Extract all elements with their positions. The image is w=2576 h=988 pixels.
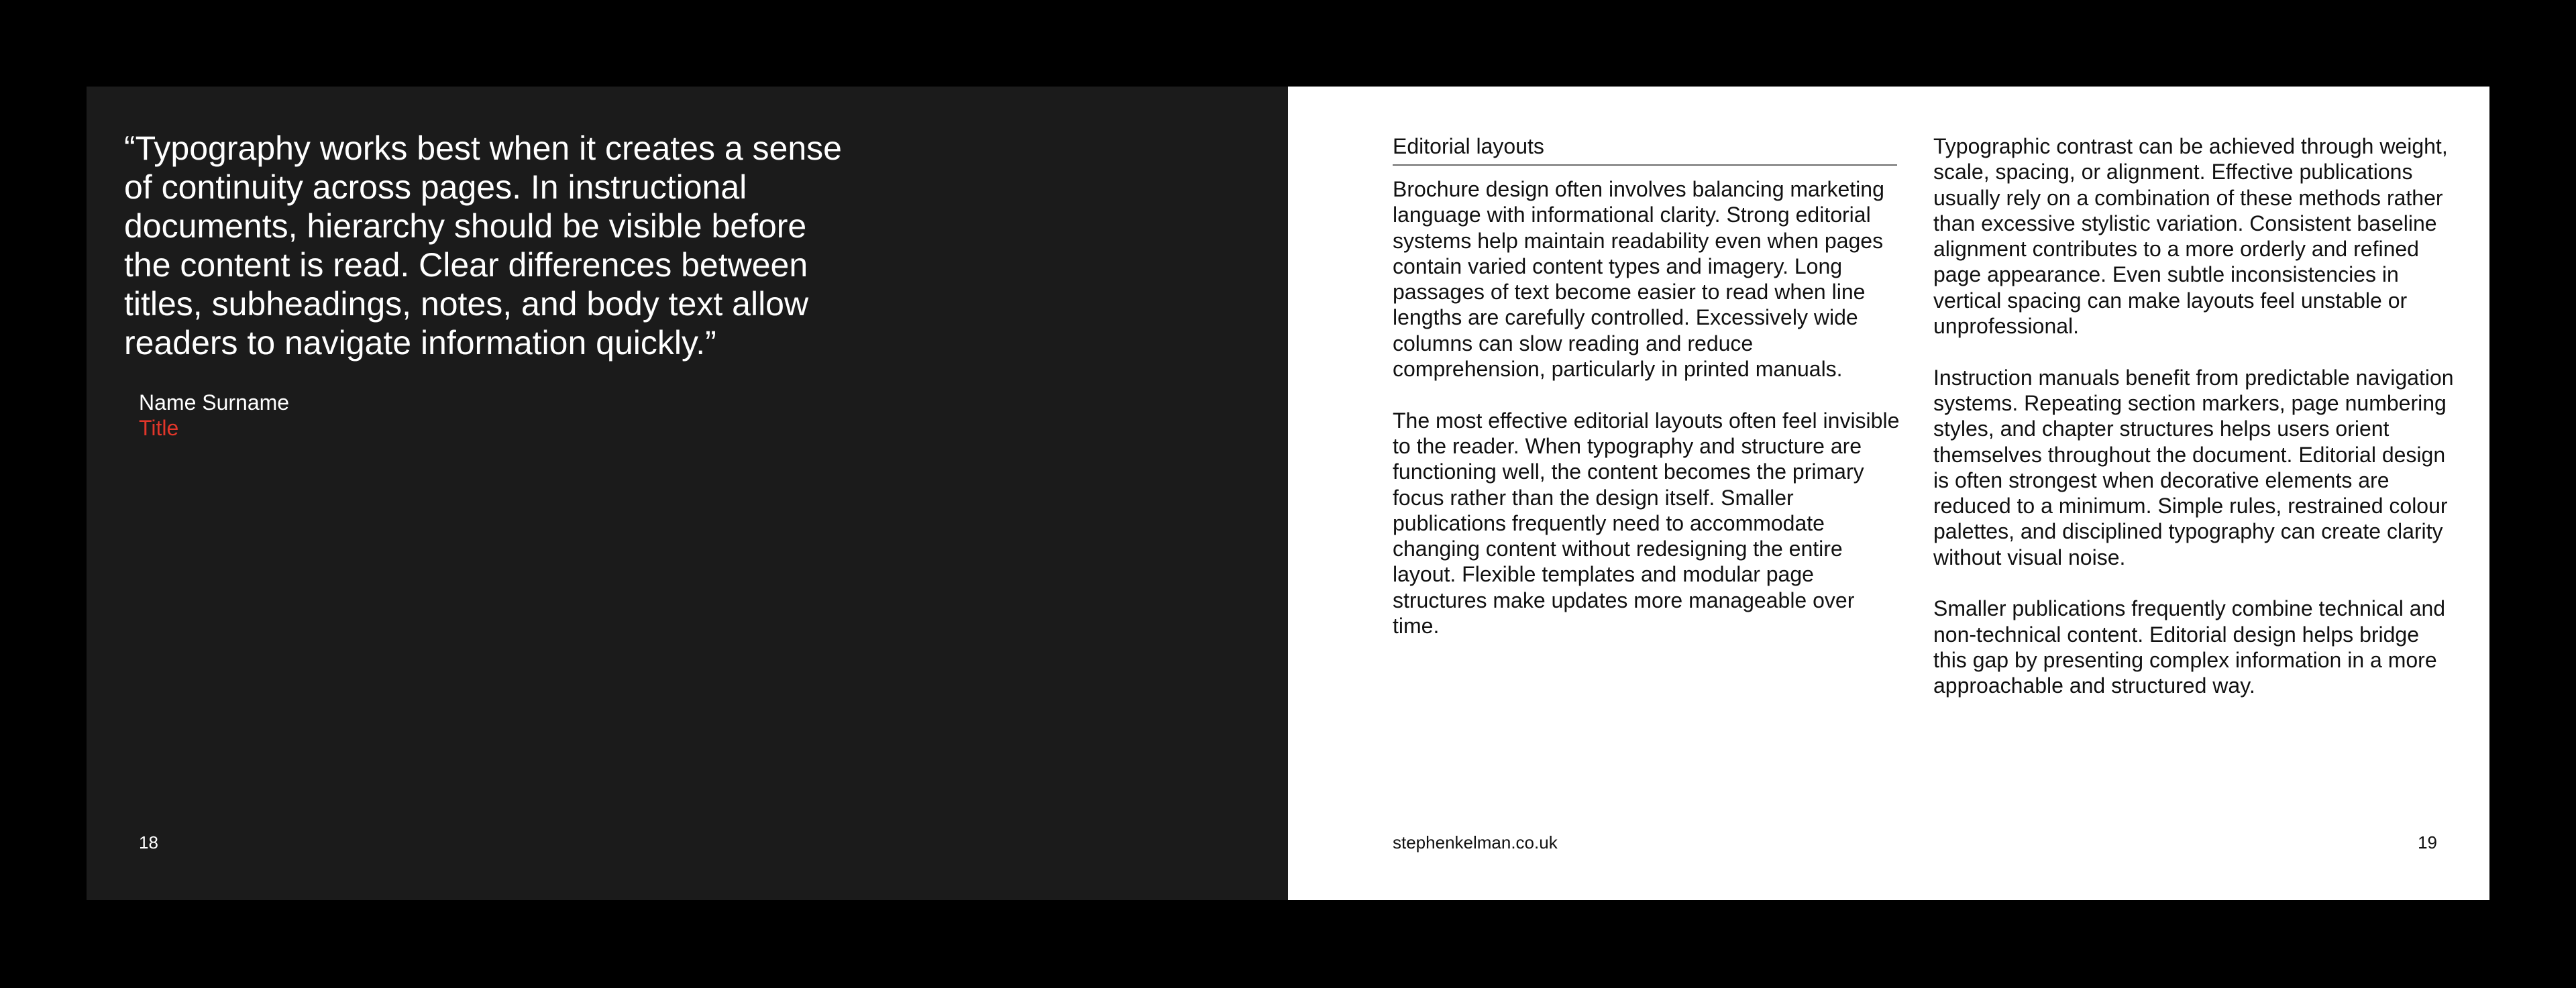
right-page [1288,87,2489,900]
pull-quote: “Typography works best when it creates a sense of continuity across pages. In instructional documents, hierarchy should be visible before the content is read. Clear differences between titles, subheadings, notes, and body text allow readers to navigate information quickly.” [124,129,842,362]
page-number-right: 19 [2418,832,2437,853]
text-column-1 [1393,133,1902,665]
text-column-2 [1933,133,2457,724]
attribution-title: Title [139,416,179,440]
column-1-body [1393,176,1902,639]
left-page [87,87,1288,900]
body-paragraph: Brochure design often involves balancing marketing language with informational clarity. Strong editorial systems help maintain readability even when pages contain varied content types and imagery. Long passages of text become easier to read when line lengths are carefully controlled. Excessively wide columns can slow reading and reduce comprehension, particularly in printed manuals. [1393,177,1884,382]
body-paragraph: The most effective editorial layouts often feel invisible to the reader. When typography and structure are functioning well, the content becomes the primary focus rather than the design itself. Smaller publications frequently need to accommodate changing content without redesigning the entire layout. Flexible templates and modular page structures make updates more manageable over time. [1393,408,1900,639]
brochure-spread [87,87,2489,900]
body-paragraph: Instruction manuals benefit from predictable navigation systems. Repeating section markers, page numbering styles, and chapter structures helps users orient themselves throughout the document. Editorial design is often strongest when decorative elements are reduced to a minimum. Simple rules, restrained colour palettes, and disciplined typography can create clarity without visual noise. [1933,365,2454,569]
footer-url: stephenkelman.co.uk [1393,832,1558,853]
attribution-name: Name Surname [139,390,290,415]
body-paragraph: Smaller publications frequently combine technical and non-technical content. Editorial design helps bridge this gap by presenting complex information in a more approachable and structured way. [1933,596,2446,698]
body-paragraph: Typographic contrast can be achieved through weight, scale, spacing, or alignment. Effective publications usually rely on a combination of these methods rather than excessive stylistic variation. Consistent baseline alignment contributes to a more orderly and refined page appearance. Even subtle inconsistencies in vertical spacing can make layouts feel unstable or unprofessional. [1933,134,2448,339]
page-number-left: 18 [139,832,158,853]
section-heading: Editorial layouts [1393,133,1897,166]
quote-attribution [139,390,289,441]
